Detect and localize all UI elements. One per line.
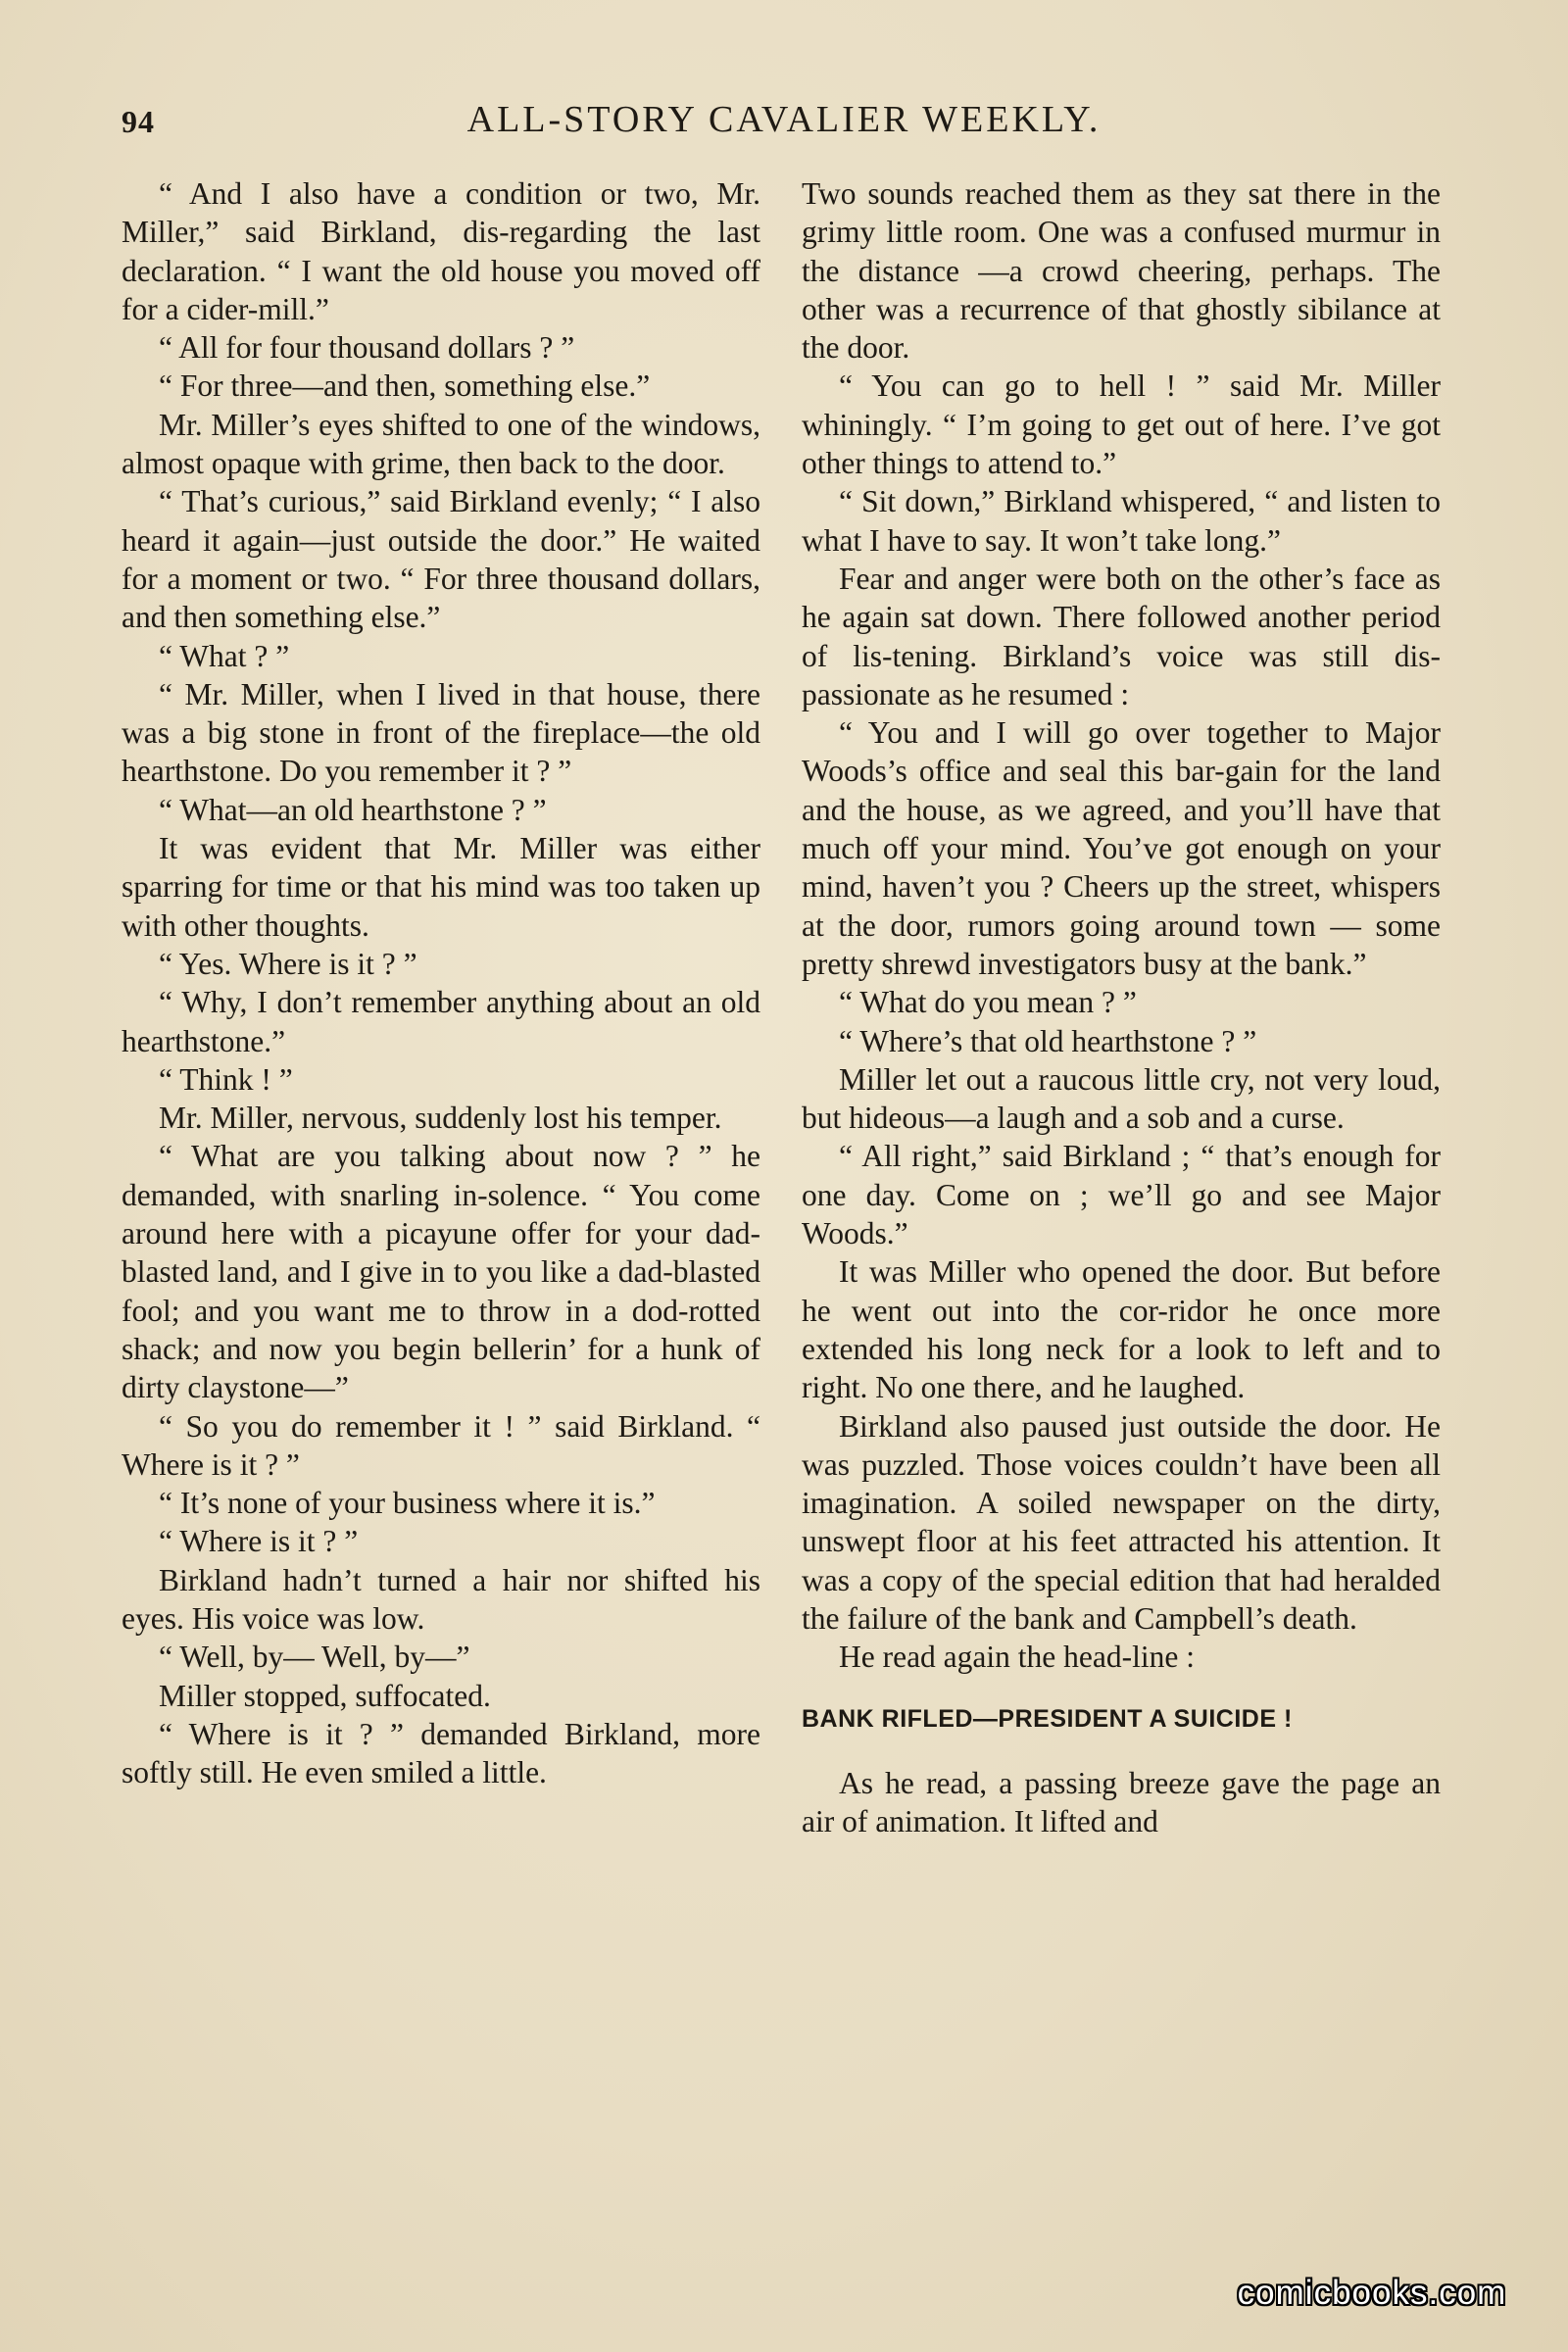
paragraph: “ Where is it ? ” <box>159 1524 359 1559</box>
paragraph: “ You can go to hell ! ” said Mr. Miller whiningly. “ I’m going to get out of here. I’ve got other things to attend to.” <box>802 368 1441 481</box>
paragraph: “ That’s curious,” said Birkland evenly; “ I also heard it again—just outside the door.” He waited for a moment or two. “ For three thousand dollars, and then something else.” <box>122 484 760 635</box>
paragraph: As he read, a passing breeze gave the page an air of animation. It lifted and <box>802 1765 1441 1839</box>
paragraph: It was Miller who opened the door. But before he went out into the cor-ridor he once more extended his long neck for a look to left and to right. No one there, and he laughed. <box>802 1254 1441 1405</box>
paragraph: Miller let out a raucous little cry, not very loud, but hideous—a laugh and a sob and a curse. <box>802 1061 1441 1136</box>
magazine-title: ALL-STORY CAVALIER WEEKLY. <box>466 99 1102 140</box>
paragraph: “ Mr. Miller, when I lived in that house, there was a big stone in front of the fireplace—the old hearthstone. Do you remember it ? ” <box>122 676 760 789</box>
paragraph: “ Where is it ? ” demanded Birkland, more softly still. He even smiled a little. <box>122 1716 760 1790</box>
paragraph: “ So you do remember it ! ” said Birkland. “ Where is it ? ” <box>122 1408 760 1482</box>
paragraph: “ And I also have a condition or two, Mr. Miller,” said Birkland, dis-regarding the last declaration. “ I want the old house you moved off for a cider-mill.” <box>122 176 760 326</box>
page-header <box>122 98 1446 157</box>
paragraph: “ Sit down,” Birkland whispered, “ and listen to what I have to say. It won’t take long.” <box>802 484 1441 558</box>
watermark-logo: comicbooks.com <box>1237 2274 1507 2312</box>
page-number: 94 <box>122 104 155 139</box>
paragraph: “ Yes. Where is it ? ” <box>159 946 417 981</box>
paragraph: Two sounds reached them as they sat there in the grimy little room. One was a confused murmur in the distance —a crowd cheering, perhaps. The other was a recurrence of that ghostly sibilance at the door. <box>802 176 1441 366</box>
paragraph: He read again the head-line : <box>839 1640 1195 1675</box>
newspaper-headline: BANK RIFLED—PRESIDENT A SUICIDE ! <box>802 1704 1293 1733</box>
paragraph: “ You and I will go over together to Major Woods’s office and seal this bar-gain for the land and the house, as we agreed, and you’ll have that much off your mind. You’ve got enough on your mind, haven’t you ? Cheers up the street, whispers at the door, rumors going around town — some pretty shrewd investigators busy at the bank.” <box>802 715 1441 981</box>
paragraph: Mr. Miller’s eyes shifted to one of the windows, almost opaque with grime, then back to the door. <box>122 407 760 481</box>
paragraph: “ What are you talking about now ? ” he demanded, with snarling in-solence. “ You come around here with a picayune offer for your dad-blasted land, and I give in to you like a dad-blasted fool; and you want me to throw in a dod-rotted shack; and now you begin bellerin’ for a hunk of dirty claystone—” <box>122 1139 760 1405</box>
paragraph: It was evident that Mr. Miller was either sparring for time or that his mind was too taken up with other thoughts. <box>122 831 760 943</box>
paragraph: Birkland also paused just outside the door. He was puzzled. Those voices couldn’t have been all imagination. A soiled newspaper on the dirty, unswept floor at his feet attracted his attention. It was a copy of the special edition that had heralded the failure of the bank and Campbell’s death. <box>802 1408 1441 1636</box>
paragraph: Birkland hadn’t turned a hair nor shifted his eyes. His voice was low. <box>122 1562 760 1636</box>
left-text-column <box>122 174 760 1791</box>
paragraph: “ What—an old hearthstone ? ” <box>159 792 547 827</box>
paragraph: “ All for four thousand dollars ? ” <box>159 330 575 366</box>
paragraph: “ It’s none of your business where it is.” <box>159 1486 656 1521</box>
paragraph: Miller stopped, suffocated. <box>159 1678 491 1713</box>
paragraph: “ All right,” said Birkland ; “ that’s enough for one day. Come on ; we’ll go and see Major Woods.” <box>802 1139 1441 1251</box>
paragraph: Fear and anger were both on the other’s face as he again sat down. There followed another period of lis-tening. Birkland’s voice was still dis-passionate as he resumed : <box>802 561 1441 711</box>
paragraph: “ What do you mean ? ” <box>839 985 1137 1020</box>
paragraph: “ Why, I don’t remember anything about an old hearthstone.” <box>122 985 760 1058</box>
paragraph: “ For three—and then, something else.” <box>159 368 651 404</box>
right-text-column <box>802 174 1441 1840</box>
paragraph: “ What ? ” <box>159 638 290 673</box>
paragraph: “ Where’s that old hearthstone ? ” <box>839 1023 1257 1058</box>
paragraph: “ Think ! ” <box>159 1061 293 1097</box>
paragraph: Mr. Miller, nervous, suddenly lost his temper. <box>159 1101 722 1136</box>
paragraph: “ Well, by— Well, by—” <box>159 1640 470 1675</box>
